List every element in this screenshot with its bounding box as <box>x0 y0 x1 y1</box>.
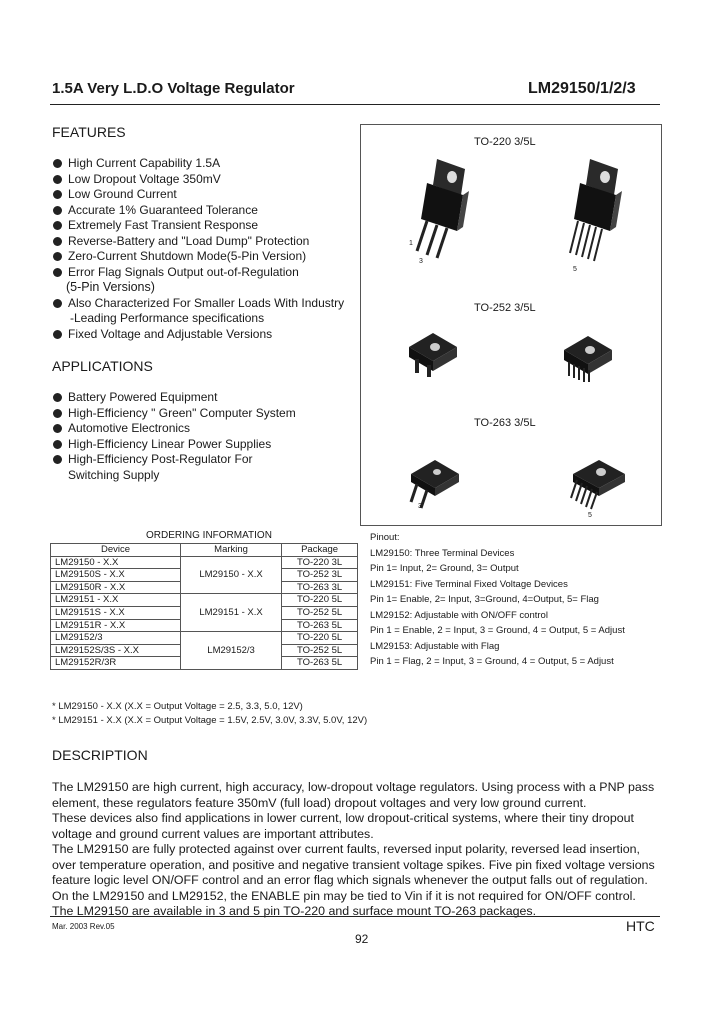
page-number: 92 <box>355 932 369 946</box>
list-item: Accurate 1% Guaranteed Tolerance <box>52 203 344 219</box>
header-rule <box>50 104 660 105</box>
bullet-icon <box>53 237 62 246</box>
list-item: High Current Capability 1.5A <box>52 156 344 172</box>
device-cell: LM29151S - X.X <box>51 606 181 619</box>
ordering-title: ORDERING INFORMATION <box>146 530 272 541</box>
to252-label: TO-252 3/5L <box>474 302 536 314</box>
paragraph-line: voltage and ground current values are important attributes. <box>52 826 374 841</box>
to220-3l-package-icon <box>405 155 485 265</box>
paragraph-line: The LM29150 are available in 3 and 5 pin TO-220 and surface mount TO-263 packages. <box>52 904 537 918</box>
bullet-icon <box>53 190 62 199</box>
to263-5l-package-icon <box>565 450 635 510</box>
bullet-icon <box>53 159 62 168</box>
bullet-icon <box>53 440 62 449</box>
marking-cell: LM29152/3 <box>180 632 281 670</box>
to220-label: TO-220 3/5L <box>474 136 536 148</box>
list-item: Also Characterized For Smaller Loads With Industry <box>52 296 344 312</box>
pinout-line: LM29151: Five Terminal Fixed Voltage Devices <box>370 578 568 590</box>
table-row <box>51 556 358 569</box>
pinout-line: Pin 1= Input, 2= Ground, 3= Output <box>370 563 519 574</box>
bullet-icon <box>53 424 62 433</box>
bullet-icon <box>53 455 62 464</box>
pinout-line: LM29152: Adjustable with ON/OFF control <box>370 609 548 621</box>
marking-cell: LM29150 - X.X <box>180 556 281 594</box>
list-item: Battery Powered Equipment <box>52 390 296 406</box>
device-cell: LM29152R/3R <box>51 657 181 670</box>
package-cell: TO-252 3L <box>282 569 358 582</box>
column-header: Package <box>282 544 358 557</box>
paragraph-line: over temperature operation, and positive and negative transient voltage spikes. Five pin fixed voltage versions <box>52 857 655 872</box>
bullet-icon <box>53 393 62 402</box>
to220-5l-package-icon <box>560 155 640 265</box>
list-item-continuation: (5-Pin Versions) <box>66 280 155 294</box>
part-number: LM29150/1/2/3 <box>528 80 636 97</box>
table-row <box>51 594 358 607</box>
list-item: Low Dropout Voltage 350mV <box>52 172 344 188</box>
brand-label: HTC <box>626 918 655 934</box>
device-cell: LM29150S - X.X <box>51 569 181 582</box>
package-cell: TO-220 3L <box>282 556 358 569</box>
table-header-row <box>51 544 358 557</box>
features-heading: FEATURES <box>52 124 126 140</box>
pin3-label: 3 <box>419 258 423 265</box>
list-item: Extremely Fast Transient Response <box>52 218 344 234</box>
paragraph-line: These devices also find applications in lower current, low dropout-critical systems, where their tiny dropout <box>52 811 634 825</box>
package-cell: TO-252 5L <box>282 644 358 657</box>
device-cell: LM29151 - X.X <box>51 594 181 607</box>
list-item-continuation: Switching Supply <box>68 467 160 482</box>
pin1-label: 1 <box>409 240 413 247</box>
document-title: 1.5A Very L.D.O Voltage Regulator <box>52 80 295 97</box>
pinout-line: LM29150: Three Terminal Devices <box>370 547 515 559</box>
list-item: Automotive Electronics <box>52 421 296 437</box>
package-cell: TO-252 5L <box>282 606 358 619</box>
description-body <box>52 780 672 920</box>
device-cell: LM29150R - X.X <box>51 581 181 594</box>
pin5-label-to263: 5 <box>588 512 592 519</box>
column-header: Marking <box>180 544 281 557</box>
device-cell: LM29150 - X.X <box>51 556 181 569</box>
pinout-line: Pin 1= Enable, 2= Input, 3=Ground, 4=Output, 5= Flag <box>370 594 599 605</box>
list-item-continuation: -Leading Performance specifications <box>70 311 265 325</box>
footer-rule <box>50 916 660 917</box>
list-item: Low Ground Current <box>52 187 344 203</box>
list-item: High-Efficiency Linear Power Supplies <box>52 437 296 453</box>
list-item: High-Efficiency " Green" Computer System <box>52 406 296 422</box>
pin5-label: 5 <box>573 266 577 273</box>
paragraph-line: feature logic level ON/OFF control and an error flag which signals whenever the output falls out of regulation. <box>52 873 648 887</box>
device-cell: LM29152/3 <box>51 632 181 645</box>
package-cell: TO-263 3L <box>282 581 358 594</box>
pin3-label-to263: 3 <box>418 503 422 510</box>
list-item: Error Flag Signals Output out-of-Regulation <box>52 265 344 281</box>
to252-5l-package-icon <box>560 328 620 383</box>
device-cell: LM29151R - X.X <box>51 619 181 632</box>
paragraph-line: The LM29150 are high current, high accuracy, low-dropout voltage regulators. Using process with a PNP pass <box>52 780 655 794</box>
paragraph-line: On the LM29150 and LM29152, the ENABLE pin may be tied to Vin if it is not required for ON/OFF control. <box>52 888 636 903</box>
bullet-icon <box>53 330 62 339</box>
package-cell: TO-220 5L <box>282 632 358 645</box>
bullet-icon <box>53 268 62 277</box>
ordering-table <box>50 543 358 670</box>
bullet-icon <box>53 221 62 230</box>
marking-cell: LM29151 - X.X <box>180 594 281 632</box>
applications-list <box>52 390 296 483</box>
list-item: Zero-Current Shutdown Mode(5-Pin Version) <box>52 249 344 265</box>
pinout-title: Pinout: <box>370 532 400 543</box>
pinout-block <box>370 530 625 670</box>
package-cell: TO-263 5L <box>282 619 358 632</box>
footer-date: Mar. 2003 Rev.05 <box>52 922 115 931</box>
list-item: Reverse-Battery and "Load Dump" Protection <box>52 234 344 250</box>
bullet-icon <box>53 299 62 308</box>
note-line: * LM29150 - X.X (X.X = Output Voltage = 2.5, 3.3, 5.0, 12V) <box>52 701 303 712</box>
bullet-icon <box>53 409 62 418</box>
package-cell: TO-263 5L <box>282 657 358 670</box>
pinout-line: LM29153: Adjustable with Flag <box>370 640 500 652</box>
description-heading: DESCRIPTION <box>52 747 148 763</box>
bullet-icon <box>53 206 62 215</box>
device-cell: LM29152S/3S - X.X <box>51 644 181 657</box>
bullet-icon <box>53 252 62 261</box>
table-row <box>51 632 358 645</box>
voltage-notes <box>52 700 367 727</box>
list-item: Fixed Voltage and Adjustable Versions <box>52 327 344 343</box>
list-item: High-Efficiency Post-Regulator For <box>52 452 296 468</box>
applications-heading: APPLICATIONS <box>52 358 153 374</box>
package-cell: TO-220 5L <box>282 594 358 607</box>
to252-3l-package-icon <box>405 325 465 380</box>
paragraph-line: The LM29150 are fully protected against over current faults, reversed input polarity, reversed lead insertion, <box>52 842 640 856</box>
pinout-line: Pin 1 = Enable, 2 = Input, 3 = Ground, 4 = Output, 5 = Adjust <box>370 625 625 636</box>
paragraph-line: element, these regulators feature 350mV (full load) dropout voltages and very low ground current. <box>52 795 587 810</box>
column-header: Device <box>51 544 181 557</box>
note-line: * LM29151 - X.X (X.X = Output Voltage = 1.5V, 2.5V, 3.0V, 3.3V, 5.0V, 12V) <box>52 714 368 726</box>
bullet-icon <box>53 175 62 184</box>
to263-label: TO-263 3/5L <box>474 417 536 429</box>
features-list <box>52 156 344 342</box>
pinout-line: Pin 1 = Flag, 2 = Input, 3 = Ground, 4 = Output, 5 = Adjust <box>370 656 614 667</box>
to263-3l-package-icon <box>405 450 465 510</box>
